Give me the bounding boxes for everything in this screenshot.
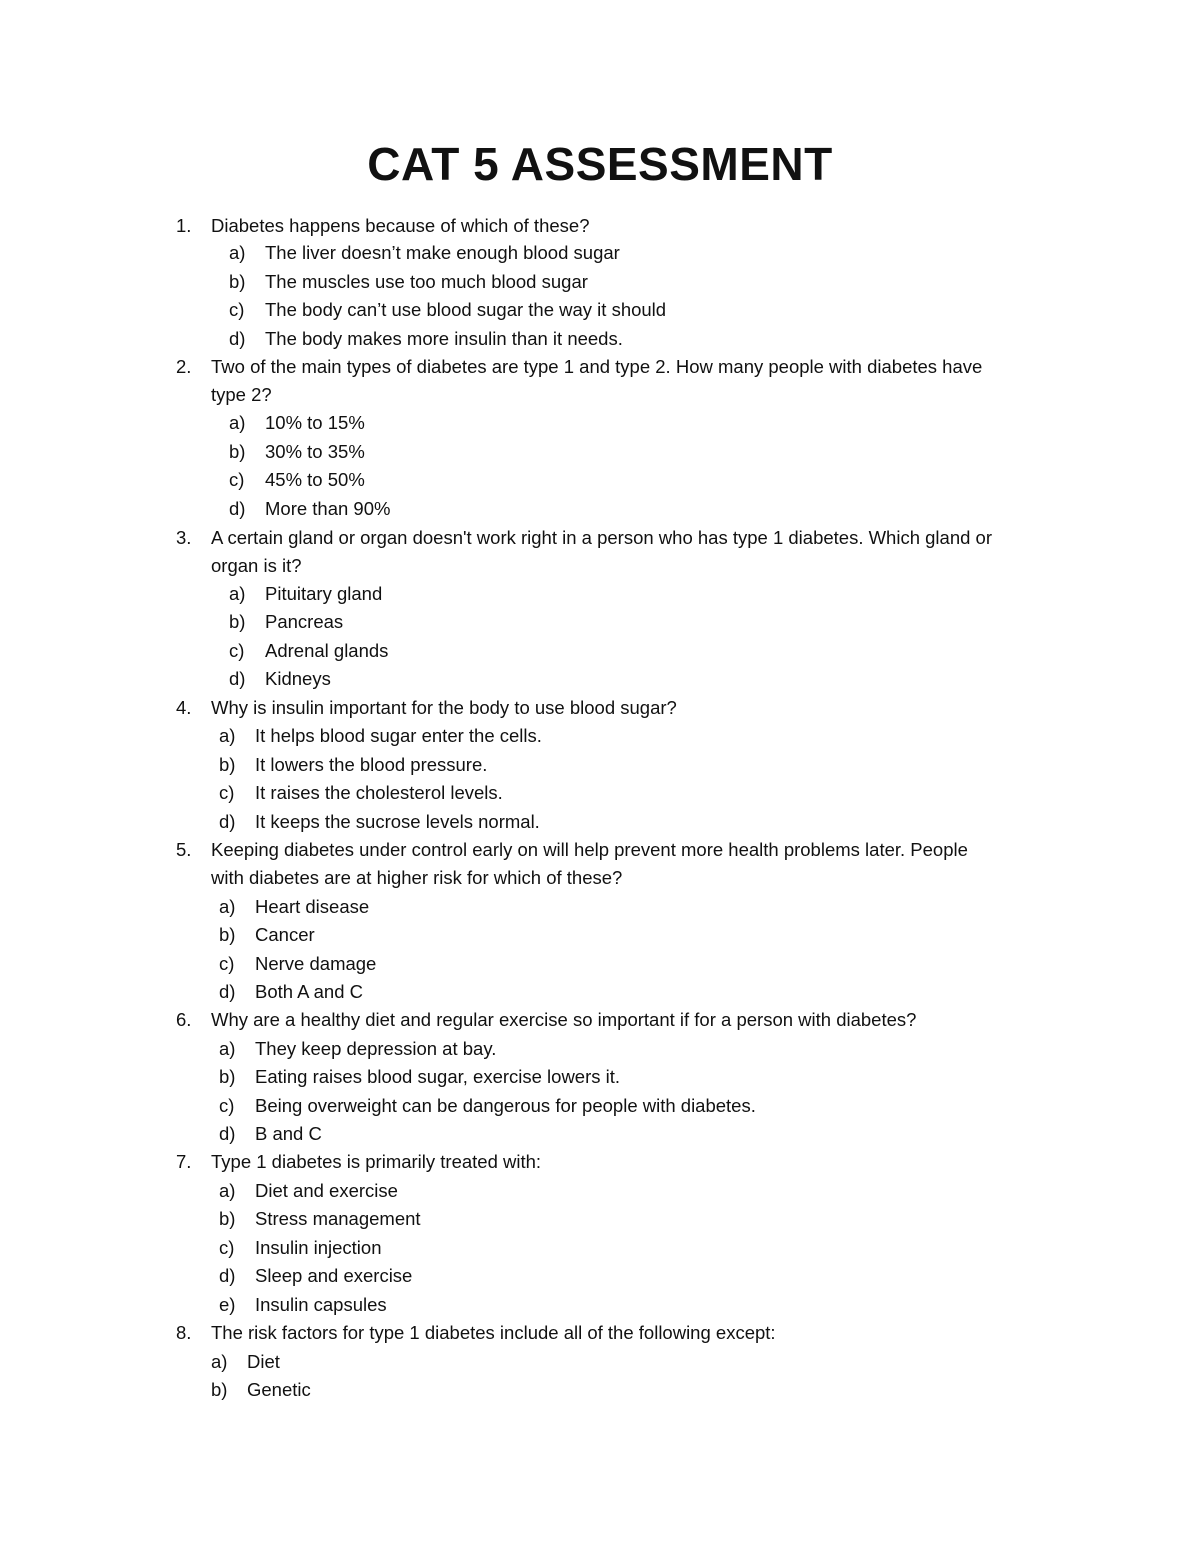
option-text: Eating raises blood sugar, exercise lowers it. — [255, 1066, 621, 1087]
question-text: Type 1 diabetes is primarily treated with: — [211, 1151, 542, 1172]
question-text: Why are a healthy diet and regular exercise so important if for a person with diabetes? — [211, 1009, 917, 1030]
option-letter: e) — [219, 1294, 236, 1315]
question-text: Keeping diabetes under control early on will help prevent more health problems later. People — [211, 839, 968, 860]
option-text: Stress management — [255, 1208, 421, 1229]
question-number: 2. — [176, 356, 192, 377]
question-text: organ is it? — [211, 555, 302, 576]
option-text: The muscles use too much blood sugar — [265, 271, 588, 292]
option-text: Nerve damage — [255, 953, 377, 974]
question-number: 6. — [176, 1009, 192, 1030]
option-text: 30% to 35% — [265, 441, 365, 462]
question-number: 4. — [176, 697, 192, 718]
option-letter: a) — [219, 896, 236, 917]
question-number: 5. — [176, 839, 192, 860]
option-letter: c) — [219, 953, 235, 974]
option-text: It helps blood sugar enter the cells. — [255, 725, 542, 746]
option-text: Both A and C — [255, 981, 364, 1002]
option-text: Pituitary gland — [265, 583, 383, 604]
option-letter: c) — [219, 1237, 235, 1258]
option-letter: c) — [229, 469, 245, 490]
question-number: 8. — [176, 1322, 192, 1343]
option-letter: b) — [219, 754, 236, 775]
option-letter: b) — [219, 1066, 236, 1087]
question-text: Why is insulin important for the body to use blood sugar? — [211, 697, 677, 718]
option-letter: c) — [219, 782, 235, 803]
option-text: Heart disease — [255, 896, 370, 917]
option-text: They keep depression at bay. — [255, 1038, 497, 1059]
option-letter: d) — [219, 1265, 236, 1286]
option-text: 10% to 15% — [265, 412, 365, 433]
option-text: It lowers the blood pressure. — [255, 754, 488, 775]
option-letter: b) — [229, 271, 246, 292]
option-text: Pancreas — [265, 611, 344, 632]
option-text: Genetic — [247, 1379, 311, 1400]
option-letter: b) — [229, 441, 246, 462]
option-letter: a) — [219, 1180, 236, 1201]
option-text: Sleep and exercise — [255, 1265, 413, 1286]
option-letter: c) — [229, 640, 245, 661]
question-text: The risk factors for type 1 diabetes include all of the following except: — [211, 1322, 776, 1343]
question-text: Diabetes happens because of which of these? — [211, 215, 590, 236]
option-letter: d) — [219, 811, 236, 832]
option-letter: a) — [229, 242, 246, 263]
option-letter: c) — [219, 1095, 235, 1116]
option-text: B and C — [255, 1123, 322, 1144]
option-letter: d) — [229, 498, 246, 519]
option-text: 45% to 50% — [265, 469, 365, 490]
option-text: It keeps the sucrose levels normal. — [255, 811, 540, 832]
option-letter: c) — [229, 299, 245, 320]
option-letter: b) — [219, 924, 236, 945]
option-text: Kidneys — [265, 668, 331, 689]
question-text: Two of the main types of diabetes are type 1 and type 2. How many people with diabetes have — [211, 356, 983, 377]
option-letter: a) — [211, 1351, 228, 1372]
option-text: Being overweight can be dangerous for people with diabetes. — [255, 1095, 756, 1116]
option-text: The body can’t use blood sugar the way it should — [265, 299, 667, 320]
option-text: Diet — [247, 1351, 280, 1372]
option-text: Adrenal glands — [265, 640, 389, 661]
question-number: 3. — [176, 527, 192, 548]
option-letter: d) — [219, 1123, 236, 1144]
option-letter: a) — [219, 1038, 236, 1059]
option-letter: d) — [219, 981, 236, 1002]
option-letter: a) — [229, 583, 246, 604]
option-letter: a) — [219, 725, 236, 746]
question-number: 7. — [176, 1151, 192, 1172]
option-text: Insulin capsules — [255, 1294, 387, 1315]
option-letter: d) — [229, 668, 246, 689]
option-letter: a) — [229, 412, 246, 433]
option-text: Cancer — [255, 924, 315, 945]
option-text: Diet and exercise — [255, 1180, 398, 1201]
option-text: It raises the cholesterol levels. — [255, 782, 503, 803]
option-letter: b) — [211, 1379, 228, 1400]
option-text: The liver doesn’t make enough blood sugar — [265, 242, 620, 263]
option-letter: b) — [229, 611, 246, 632]
question-text: type 2? — [211, 384, 272, 405]
option-text: Insulin injection — [255, 1237, 382, 1258]
question-number: 1. — [176, 215, 192, 236]
option-letter: b) — [219, 1208, 236, 1229]
page-title: CAT 5 ASSESSMENT — [367, 138, 833, 190]
option-text: More than 90% — [265, 498, 391, 519]
option-letter: d) — [229, 328, 246, 349]
question-text: with diabetes are at higher risk for which of these? — [211, 867, 623, 888]
question-text: A certain gland or organ doesn't work right in a person who has type 1 diabetes. Which gland or — [211, 527, 992, 548]
option-text: The body makes more insulin than it needs. — [265, 328, 623, 349]
